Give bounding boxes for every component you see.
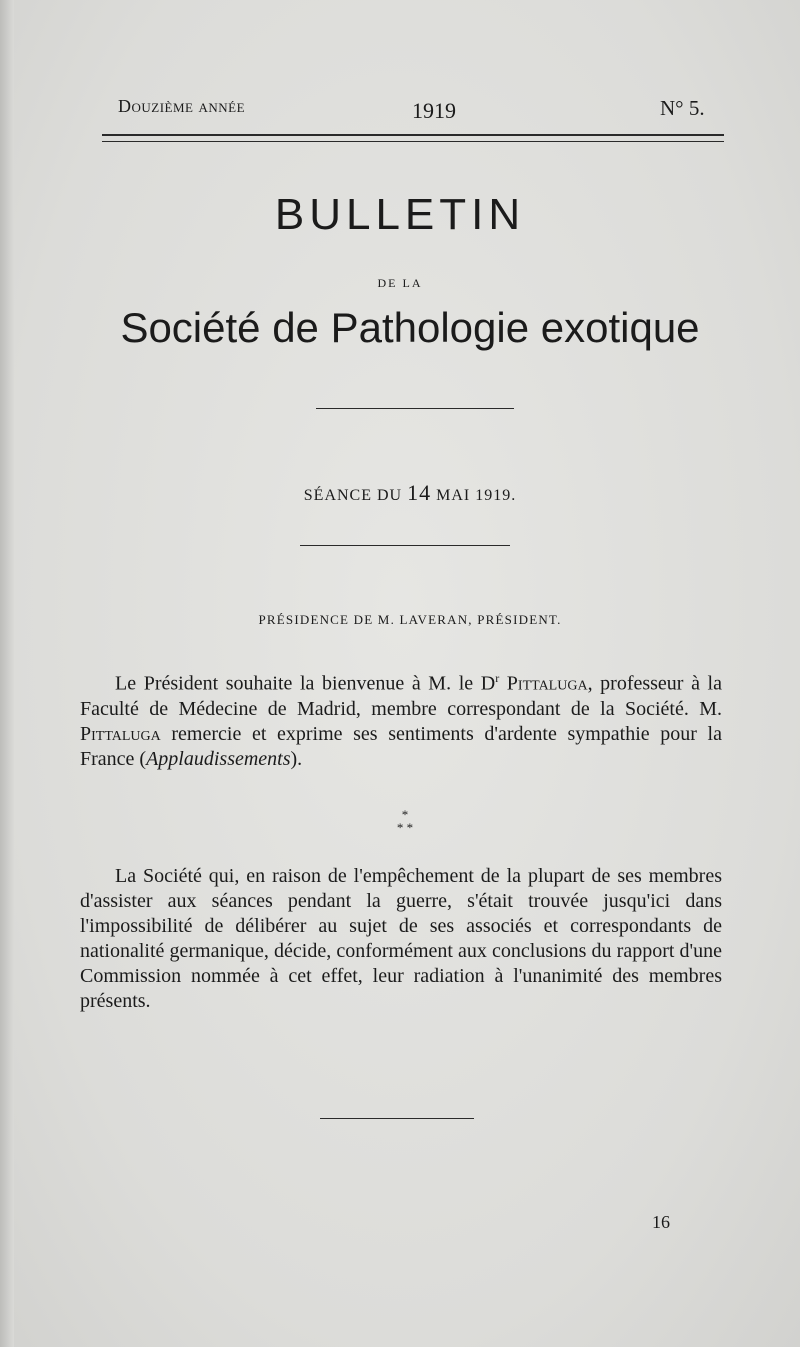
paragraph-text: La Société qui, en raison de l'empêchement de la plupart de ses membres d'assister aux séances pendant la guerre, s'était trouvée jusqu'ici dans l'impossibilité de délibérer au sujet de ses associés et correspondants de nationalité germanique, décide, conformément aux conclusions du rapport d'une Commission nommée à cet effet, leur radiation à l'unanimité des membres présents.	[80, 865, 722, 1012]
page-number: 16	[652, 1212, 670, 1232]
italic-text: Applaudissements	[146, 747, 291, 770]
asterism-separator	[0, 808, 800, 834]
header-double-rule	[102, 134, 724, 142]
session-prefix: SÉANCE DU	[303, 487, 403, 504]
bulletin-title: BULLETIN	[274, 190, 526, 239]
paragraph-text: remercie et exprime ses sentiments d'ardente sympathie pour la France (	[80, 722, 722, 770]
paragraph-welcome	[80, 666, 722, 772]
volume-label: Douzième année	[118, 96, 246, 116]
presidency-line: PRÉSIDENCE DE M. LAVERAN, PRÉSIDENT.	[258, 612, 562, 627]
session-day: 14	[407, 480, 432, 505]
paragraph-text: Le Président souhaite la bienvenue à M. le D	[115, 672, 496, 695]
session-heading	[0, 480, 800, 506]
asterism-bottom: * *	[396, 820, 414, 835]
paragraph-radiation	[80, 864, 722, 1014]
closing-rule	[320, 1118, 474, 1119]
society-name: Société de Pathologie exotique	[120, 304, 700, 351]
divider-rule	[316, 408, 514, 409]
paragraph-text: , professeur à la Faculté de Médecine de Madrid, membre correspondant de la Société. M.	[80, 672, 722, 720]
superscript: r	[495, 671, 500, 685]
session-month-year: MAI 1919.	[436, 487, 517, 504]
running-head	[0, 96, 800, 126]
asterism-top: *	[401, 807, 409, 822]
year-label: 1919	[412, 98, 456, 123]
paragraph-text: ).	[290, 747, 303, 770]
title-connector: DE LA	[377, 276, 423, 290]
issue-number: N° 5.	[660, 96, 705, 120]
person-name: Pittaluga	[80, 722, 161, 745]
divider-rule	[300, 545, 510, 546]
person-name: Pittaluga	[506, 672, 588, 695]
